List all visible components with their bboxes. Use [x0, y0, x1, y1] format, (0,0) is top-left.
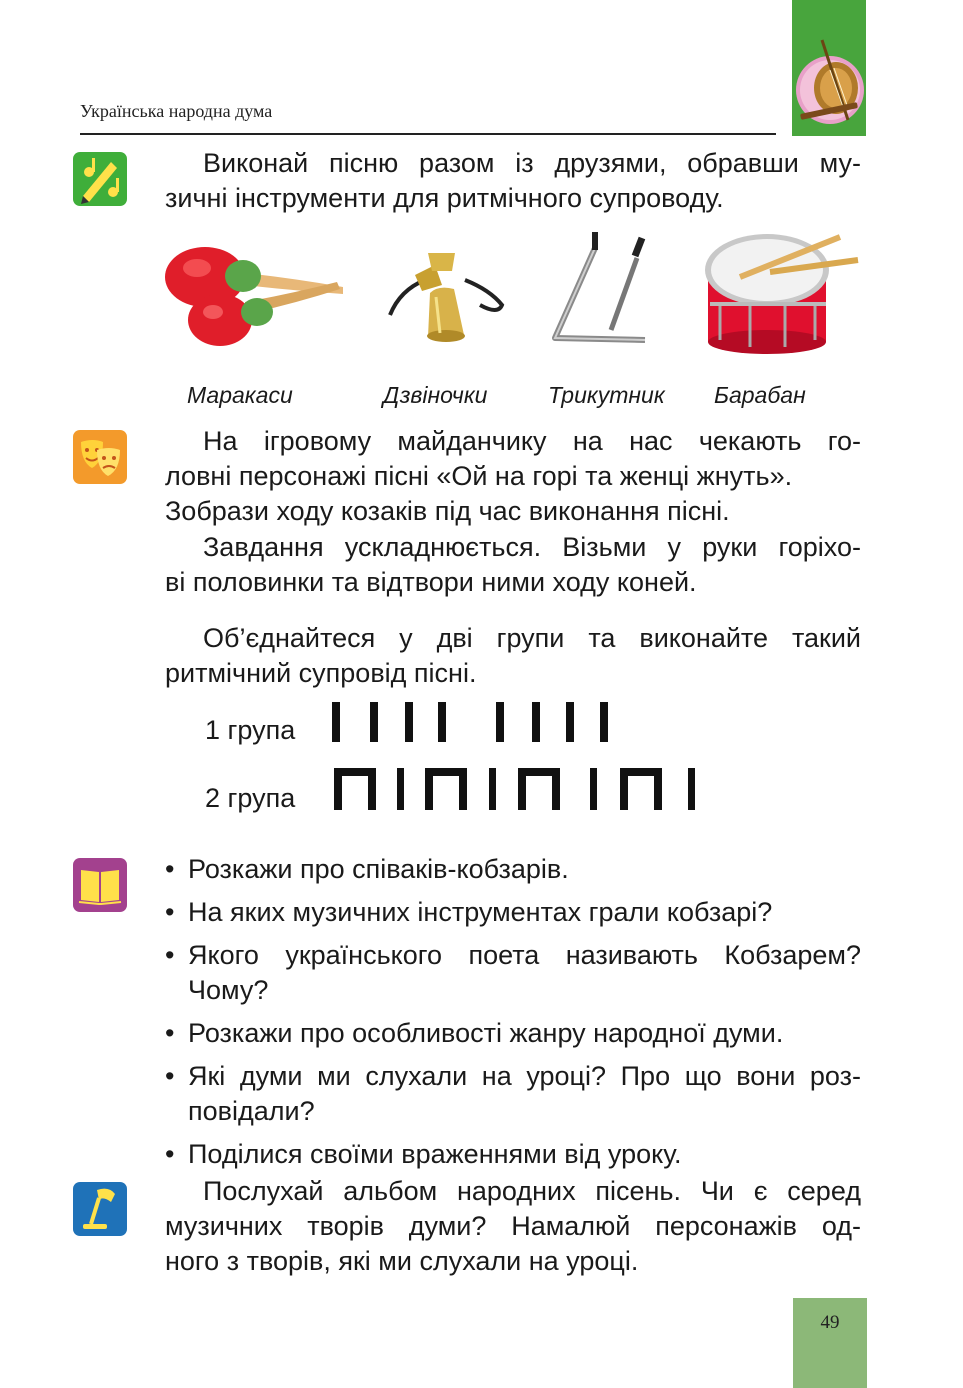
group2-label: 2 група [205, 783, 296, 813]
text-line: Виконай пісню разом із друзями, обравши му- [203, 148, 861, 178]
text-line: ловні персонажі пісні «Ой на горі та женці жнуть». [165, 461, 793, 491]
rhythm-quarter-note [688, 768, 695, 810]
text-line: Завдання ускладнюється. Візьми у руки горіхо- [203, 532, 861, 562]
maracas-image [165, 232, 350, 352]
book-icon [73, 858, 127, 912]
caption-bells: Дзвіночки [383, 382, 488, 408]
bandura-icon [792, 0, 866, 136]
text-line: повідали? [188, 1096, 315, 1126]
text-line: • Розкажи про співаків-кобзарів. [188, 854, 569, 884]
list-item [165, 1137, 861, 1172]
section1-text [165, 146, 861, 216]
section2-paragraph2 [165, 530, 861, 600]
list-item [165, 895, 861, 930]
text-line: • Поділися своїми враженнями від уроку. [188, 1139, 682, 1169]
section2-paragraph1 [165, 424, 861, 529]
triangle-image [545, 230, 665, 355]
desk-lamp-icon [73, 1182, 127, 1236]
corner-emblem [792, 0, 866, 136]
caption-maracas: Маракаси [187, 382, 293, 408]
text-line: ритмічний супровід пісні. [165, 658, 477, 688]
rhythm-quarter-note [600, 702, 608, 742]
list-item [165, 852, 861, 887]
text-line: музичних творів думи? Намалюй персонажів од- [165, 1211, 861, 1241]
text-line: • Якого українського поета називають Кобзарем? [188, 940, 861, 970]
section4-text [165, 1174, 861, 1279]
text-line: ві половинки та відтвори ними ходу коней. [165, 567, 697, 597]
caption-drum: Барабан [714, 382, 806, 408]
text-line: • Які думи ми слухали на уроці? Про що вони роз- [188, 1061, 861, 1091]
rhythm-quarter-note [496, 702, 504, 742]
text-line: Зобрази ходу козаків під час виконання пісні. [165, 496, 730, 526]
text-line: • На яких музичних інструментах грали кобзарі? [188, 897, 773, 927]
list-item [165, 1016, 861, 1051]
text-line: • Розкажи про особливості жанру народної думи. [188, 1018, 784, 1048]
text-line: ного з творів, які ми слухали на уроці. [165, 1246, 639, 1276]
text-line: Послухай альбом народних пісень. Чи є серед [203, 1176, 861, 1206]
rhythm-quarter-note [532, 702, 540, 742]
caption-triangle: Трикутник [548, 382, 665, 408]
rhythm-quarter-note [405, 702, 413, 742]
text-line: Чому? [188, 975, 269, 1005]
rhythm-quarter-note [489, 768, 496, 810]
questions-list [165, 852, 861, 1180]
group1-label: 1 група [205, 715, 296, 745]
rhythm-quarter-note [590, 768, 597, 810]
page-number-box [793, 1298, 867, 1388]
drum-image [700, 232, 860, 357]
rhythm-quarter-note [438, 702, 446, 742]
text-line: зичні інструменти для ритмічного супроводу. [165, 183, 724, 213]
list-item [165, 1059, 861, 1129]
rhythm-quarter-note [566, 702, 574, 742]
music-activity-icon [73, 152, 127, 206]
section2-paragraph3 [165, 621, 861, 691]
page-number: 49 [820, 1312, 840, 1333]
text-line: На ігровому майданчику на нас чекають го- [203, 426, 861, 456]
list-item [165, 938, 861, 1008]
rhythm-quarter-note [397, 768, 404, 810]
theatre-masks-icon [73, 430, 127, 484]
rhythm-quarter-note [370, 702, 378, 742]
rhythm-quarter-note [332, 702, 340, 742]
text-line: Об’єднайтеся у дві групи та виконайте такий [203, 623, 861, 653]
running-header-title: Українська народна дума [80, 101, 273, 121]
header-rule [80, 133, 776, 135]
bells-image [380, 245, 510, 345]
